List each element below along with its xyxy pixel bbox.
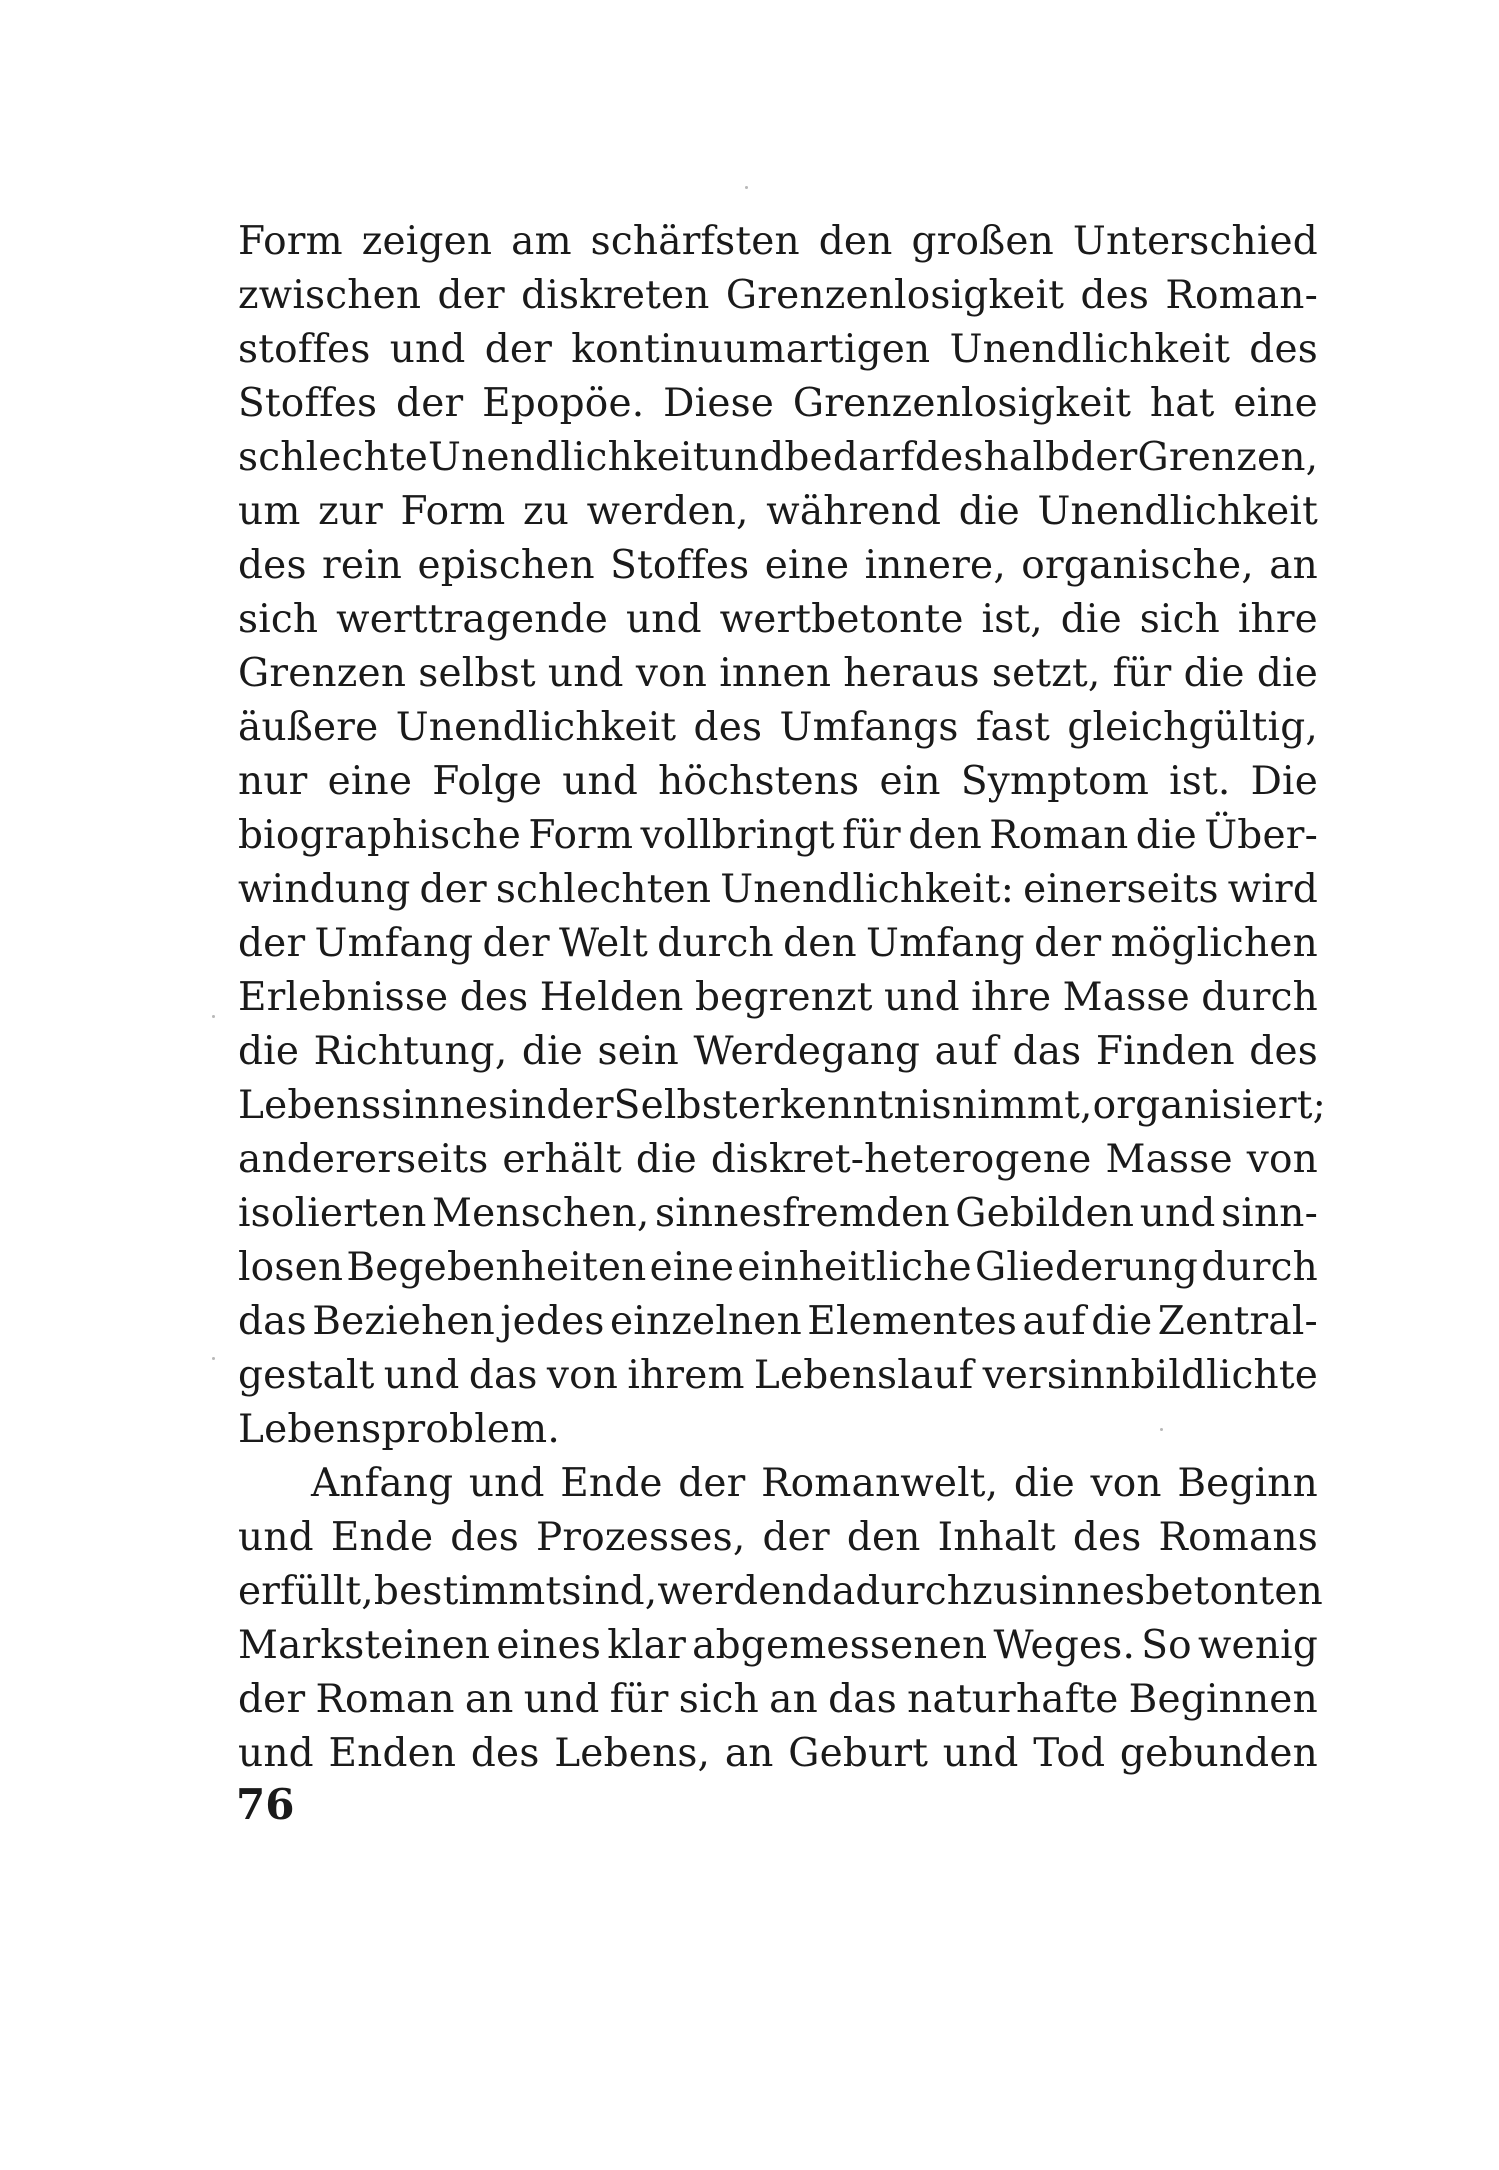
- word: diskret-heterogene: [710, 1137, 1092, 1182]
- word: Stoffes: [610, 543, 750, 588]
- word: und: [389, 327, 466, 372]
- word: und: [468, 1461, 545, 1506]
- text-line: [238, 269, 1318, 323]
- text-line: [238, 971, 1318, 1025]
- text-line: [238, 647, 1318, 701]
- word: ihre: [1237, 597, 1318, 642]
- word: die: [1135, 813, 1197, 858]
- word: Unterschied: [1072, 219, 1318, 264]
- word: Gliederung: [974, 1245, 1199, 1290]
- word: Grenzen: [238, 651, 407, 696]
- word: bedarf: [784, 435, 915, 480]
- word: Roman: [315, 1677, 455, 1722]
- word: an: [769, 1677, 818, 1722]
- word: die: [1091, 1299, 1153, 1344]
- word: sich: [238, 597, 319, 642]
- word: Unendlichkeit: [1037, 489, 1318, 534]
- word: und: [1139, 1191, 1216, 1236]
- text-line: [238, 701, 1318, 755]
- print-speck: [745, 186, 748, 189]
- word: von: [1090, 1461, 1162, 1506]
- word: Tod: [1033, 1731, 1106, 1776]
- word: durch: [657, 921, 774, 966]
- word: sinnesbetonten: [1018, 1569, 1323, 1614]
- word: die: [958, 489, 1020, 534]
- word: einerseits: [1023, 867, 1219, 912]
- word: von: [1246, 1137, 1318, 1182]
- word: und: [383, 1353, 460, 1398]
- word: Masse: [1062, 975, 1190, 1020]
- word: Zentral-: [1157, 1299, 1318, 1344]
- word: zeigen: [361, 219, 493, 264]
- text-line: [238, 485, 1318, 539]
- word: eine: [327, 759, 413, 804]
- word: der: [762, 1515, 830, 1560]
- word: nimmt,: [951, 1083, 1093, 1128]
- word: Werdegang: [693, 1029, 921, 1074]
- word: und: [884, 975, 960, 1020]
- word: Romans: [1158, 1515, 1318, 1560]
- word: isolierten: [238, 1191, 427, 1236]
- word: werden,: [586, 489, 749, 534]
- text-line: [238, 1457, 1318, 1511]
- word: um: [238, 489, 301, 534]
- word: Lebens,: [554, 1731, 711, 1776]
- word: Form: [528, 813, 634, 858]
- word: deshalb: [914, 435, 1071, 480]
- word: die: [1013, 1461, 1075, 1506]
- text-line: [238, 917, 1318, 971]
- word: Stoffes: [238, 381, 378, 426]
- word: Erlebnisse: [238, 975, 449, 1020]
- word: zwischen: [238, 273, 422, 318]
- text-line: [238, 1673, 1318, 1727]
- word: höchstens: [658, 759, 860, 804]
- word: Über-: [1204, 813, 1318, 858]
- word: der: [484, 327, 553, 372]
- word: Umfang: [314, 921, 474, 966]
- word: des: [1249, 327, 1318, 372]
- word: die: [521, 1029, 584, 1074]
- word: Form: [400, 489, 506, 534]
- text-line: [238, 1187, 1318, 1241]
- word: vollbringt: [640, 813, 835, 858]
- word: und: [942, 1731, 1019, 1776]
- word: das: [238, 1299, 307, 1344]
- word: Beziehen: [312, 1299, 495, 1344]
- word: Grenzenlosigkeit: [792, 381, 1132, 426]
- word: heraus: [843, 651, 980, 696]
- word: eine: [1233, 381, 1318, 426]
- text-line: [238, 1565, 1323, 1619]
- word: in: [508, 1083, 547, 1128]
- word: der: [1034, 921, 1102, 966]
- word: nur: [238, 759, 308, 804]
- text-line: Lebensproblem.: [238, 1407, 560, 1452]
- word: der: [482, 921, 550, 966]
- word: Unendlichkeit: [949, 327, 1231, 372]
- word: wird: [1227, 867, 1318, 912]
- word: organische,: [1021, 543, 1254, 588]
- word: Unendlichkeit: [395, 705, 677, 750]
- word: den: [818, 219, 893, 264]
- word: die: [1256, 651, 1318, 696]
- word: eine: [764, 543, 850, 588]
- word: andererseits: [238, 1137, 489, 1182]
- word: Symptom: [960, 759, 1150, 804]
- word: des: [693, 705, 763, 750]
- word: Richtung,: [313, 1029, 508, 1074]
- word: der: [238, 1677, 306, 1722]
- word: sich: [1139, 597, 1220, 642]
- word: gestalt: [238, 1353, 375, 1398]
- word: des: [1249, 1029, 1318, 1074]
- word: Grenzen,: [1137, 435, 1319, 480]
- word: erfüllt,: [238, 1569, 374, 1614]
- word: und: [708, 435, 785, 480]
- word: Ende: [330, 1515, 434, 1560]
- word: möglichen: [1110, 921, 1318, 966]
- word: die: [1060, 597, 1122, 642]
- word: Selbsterkenntnis: [613, 1083, 952, 1128]
- word: setzt,: [991, 651, 1101, 696]
- word: hat: [1149, 381, 1215, 426]
- word: Masse: [1105, 1137, 1233, 1182]
- text-line: [238, 1241, 1318, 1295]
- word: schlechte: [238, 435, 429, 480]
- word: das: [468, 1353, 538, 1398]
- word: die: [1183, 651, 1245, 696]
- word: Diese: [663, 381, 775, 426]
- word: die: [635, 1137, 697, 1182]
- word: zu: [972, 1569, 1019, 1614]
- word: Finden: [1095, 1029, 1235, 1074]
- word: des: [1080, 273, 1150, 318]
- word: diskreten: [521, 273, 710, 318]
- word: Elementes: [807, 1299, 1018, 1344]
- word: rein: [322, 543, 403, 588]
- word: Ende: [560, 1461, 663, 1506]
- word: windung: [238, 867, 411, 912]
- word: kontinuumartigen: [571, 327, 931, 372]
- word: Beginn: [1177, 1461, 1318, 1506]
- word: Helden: [539, 975, 684, 1020]
- word: des: [470, 1731, 540, 1776]
- word: losen: [238, 1245, 344, 1290]
- word: ist,: [981, 597, 1043, 642]
- word: am: [511, 219, 572, 264]
- page-number: 76: [236, 1780, 295, 1829]
- word: eines: [496, 1623, 602, 1668]
- word: Unendlichkeit:: [720, 867, 1015, 912]
- text-line: [238, 431, 1318, 485]
- word: gleichgültig,: [1067, 705, 1318, 750]
- word: sind,: [561, 1569, 658, 1614]
- word: innere,: [864, 543, 1006, 588]
- text-line: [238, 539, 1318, 593]
- word: naturhafte: [907, 1677, 1119, 1722]
- word: biographische: [238, 813, 521, 858]
- word: einheitliche: [737, 1245, 972, 1290]
- word: für: [1112, 651, 1172, 696]
- text-line: [238, 1025, 1318, 1079]
- word: an: [1269, 543, 1318, 588]
- word: wenig: [1197, 1623, 1318, 1668]
- word: erhält: [502, 1137, 622, 1182]
- word: des: [238, 543, 307, 588]
- word: organisiert;: [1092, 1083, 1326, 1128]
- word: ein: [879, 759, 941, 804]
- word: den: [783, 921, 857, 966]
- word: ihre: [971, 975, 1052, 1020]
- word: auf: [1022, 1299, 1086, 1344]
- word: an: [464, 1677, 514, 1722]
- word: Folge: [432, 759, 543, 804]
- word: der: [419, 867, 487, 912]
- word: äußere: [238, 705, 379, 750]
- word: auf: [934, 1029, 999, 1074]
- word: innen: [719, 651, 832, 696]
- word: den: [846, 1515, 921, 1560]
- word: für: [609, 1677, 669, 1722]
- word: ihrem: [627, 1353, 745, 1398]
- word: Die: [1250, 759, 1318, 804]
- word: Grenzenlosigkeit: [725, 273, 1065, 318]
- word: eine: [649, 1245, 735, 1290]
- word: ist.: [1169, 759, 1231, 804]
- word: gebunden: [1119, 1731, 1318, 1776]
- word: das: [1012, 1029, 1082, 1074]
- word: und: [238, 1515, 314, 1560]
- word: der: [238, 921, 306, 966]
- word: des: [459, 975, 529, 1020]
- word: der: [437, 273, 505, 318]
- word: großen: [911, 219, 1054, 264]
- print-speck: [212, 1015, 215, 1018]
- word: begrenzt: [694, 975, 873, 1020]
- text-line: [238, 1079, 1326, 1133]
- word: abgemessenen: [692, 1623, 988, 1668]
- word: sein: [597, 1029, 679, 1074]
- word: wertbetonte: [719, 597, 964, 642]
- word: So: [1141, 1623, 1192, 1668]
- word: zu: [522, 489, 570, 534]
- word: Geburt: [788, 1731, 929, 1776]
- word: und: [547, 651, 624, 696]
- word: von: [635, 651, 708, 696]
- word: einzelnen: [610, 1299, 802, 1344]
- word: fast: [975, 705, 1051, 750]
- word: Beginnen: [1128, 1677, 1318, 1722]
- word: Roman: [989, 813, 1129, 858]
- body-text: [238, 215, 1326, 1781]
- word: Inhalt: [937, 1515, 1056, 1560]
- text-line: [238, 215, 1318, 269]
- word: Begebenheiten: [346, 1245, 647, 1290]
- word: durch: [1201, 1245, 1318, 1290]
- word: epischen: [417, 543, 595, 588]
- word: Umfang: [866, 921, 1025, 966]
- print-speck: [1160, 1428, 1163, 1431]
- word: und: [238, 1731, 314, 1776]
- word: Anfang: [311, 1461, 454, 1506]
- word: jedes: [500, 1299, 605, 1344]
- print-speck: [212, 1357, 215, 1360]
- text-line: [238, 1511, 1318, 1565]
- word: Menschen,: [432, 1191, 650, 1236]
- word: des: [1072, 1515, 1142, 1560]
- word: und: [523, 1677, 600, 1722]
- word: und: [562, 759, 639, 804]
- word: zur: [318, 489, 383, 534]
- word: Marksteinen: [238, 1623, 491, 1668]
- word: Welt: [559, 921, 648, 966]
- word: Gebilden: [955, 1191, 1135, 1236]
- word: schärfsten: [590, 219, 800, 264]
- word: der: [678, 1461, 746, 1506]
- word: den: [908, 813, 982, 858]
- word: Form: [238, 219, 343, 264]
- word: Enden: [328, 1731, 457, 1776]
- word: von: [546, 1353, 619, 1398]
- text-line: [238, 1133, 1318, 1187]
- word: Weges.: [993, 1623, 1136, 1668]
- word: schlechten: [495, 867, 712, 912]
- word: stoffes: [238, 327, 371, 372]
- word: während: [766, 489, 942, 534]
- word: der: [1070, 435, 1138, 480]
- word: Roman-: [1165, 273, 1318, 318]
- word: sinnesfremden: [655, 1191, 950, 1236]
- word: durch: [1201, 975, 1318, 1020]
- word: der: [396, 381, 464, 426]
- word: sich: [678, 1677, 759, 1722]
- text-line: [238, 593, 1318, 647]
- text-line: [238, 863, 1318, 917]
- word: bestimmt: [373, 1569, 562, 1614]
- word: werttragende: [336, 597, 609, 642]
- text-line: [238, 809, 1318, 863]
- word: dadurch: [806, 1569, 973, 1614]
- word: Epopöe.: [482, 381, 645, 426]
- word: die: [238, 1029, 300, 1074]
- text-line: [238, 1349, 1318, 1403]
- text-line: [238, 1295, 1318, 1349]
- text-line: [238, 1619, 1318, 1673]
- text-line: [238, 755, 1318, 809]
- word: Unendlichkeit: [428, 435, 709, 480]
- word: sinn-: [1221, 1191, 1318, 1236]
- word: Romanwelt,: [761, 1461, 999, 1506]
- text-line: [238, 1727, 1318, 1781]
- word: Prozesses,: [535, 1515, 746, 1560]
- word: das: [828, 1677, 897, 1722]
- word: der: [546, 1083, 614, 1128]
- text-line: [238, 377, 1318, 431]
- word: selbst: [418, 651, 536, 696]
- word: versinnbildlichte: [982, 1353, 1318, 1398]
- word: des: [450, 1515, 519, 1560]
- word: für: [842, 813, 901, 858]
- text-line: [238, 323, 1318, 377]
- word: Lebenssinnes: [238, 1083, 509, 1128]
- word: Lebenslauf: [753, 1353, 974, 1398]
- word: an: [724, 1731, 774, 1776]
- word: werden: [657, 1569, 807, 1614]
- word: Umfangs: [779, 705, 959, 750]
- word: klar: [607, 1623, 687, 1668]
- word: und: [625, 597, 702, 642]
